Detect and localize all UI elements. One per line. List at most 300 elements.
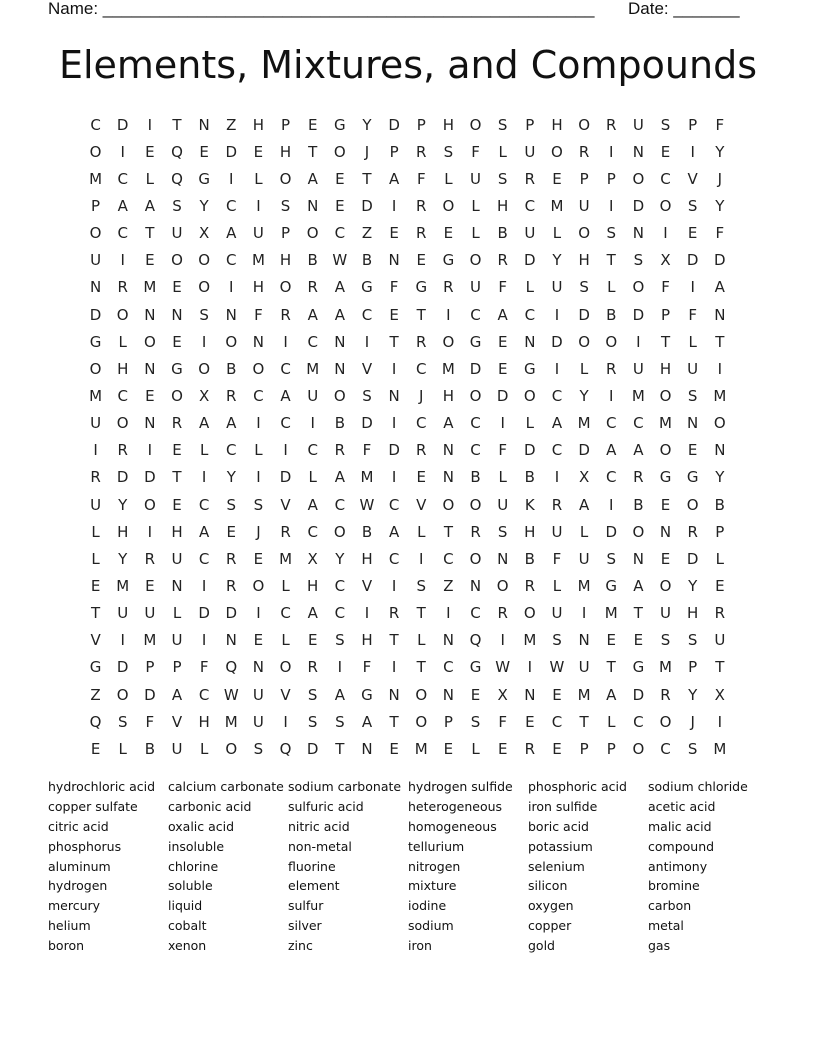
grid-letter: N bbox=[714, 305, 726, 324]
grid-letter: I bbox=[581, 604, 587, 623]
grid-letter: G bbox=[361, 278, 373, 297]
grid-letter: C bbox=[253, 386, 264, 405]
grid-letter: O bbox=[469, 115, 482, 134]
grid-letter: U bbox=[171, 739, 183, 758]
grid-letter: P bbox=[172, 658, 182, 677]
grid-letter: N bbox=[171, 576, 183, 595]
grid-letter: A bbox=[117, 196, 128, 215]
grid-letter: O bbox=[632, 522, 645, 541]
grid-letter: U bbox=[714, 631, 726, 650]
grid-letter: D bbox=[361, 196, 373, 215]
grid-letter: Y bbox=[552, 251, 562, 270]
grid-letter: R bbox=[606, 359, 617, 378]
grid-letter: P bbox=[145, 658, 155, 677]
grid-letter: Q bbox=[469, 631, 482, 650]
grid-letter: O bbox=[89, 359, 102, 378]
grid-letter: C bbox=[280, 604, 291, 623]
grid-letter: X bbox=[578, 468, 590, 487]
grid-letter: C bbox=[280, 414, 291, 433]
grid-letter: R bbox=[497, 251, 508, 270]
grid-letter: O bbox=[523, 386, 536, 405]
grid-letter: O bbox=[333, 522, 346, 541]
grid-letter: T bbox=[416, 604, 426, 623]
grid-letter: Y bbox=[199, 196, 209, 215]
grid-letter: E bbox=[199, 142, 209, 161]
grid-letter: W bbox=[332, 251, 348, 270]
grid-letter: I bbox=[554, 468, 560, 487]
grid-letter: G bbox=[524, 359, 536, 378]
grid-letter: C bbox=[117, 169, 128, 188]
grid-letter: L bbox=[471, 224, 480, 243]
word-list-item: oxalic acid bbox=[168, 818, 235, 834]
grid-letter: Y bbox=[715, 468, 725, 487]
grid-letter: L bbox=[579, 359, 589, 378]
grid-letter: M bbox=[251, 251, 265, 270]
grid-letter: L bbox=[552, 224, 562, 243]
grid-letter: D bbox=[632, 685, 645, 704]
grid-letter: D bbox=[524, 441, 536, 460]
grid-letter: S bbox=[307, 685, 318, 704]
grid-letter: O bbox=[469, 386, 482, 405]
grid-letter: R bbox=[334, 441, 346, 460]
grid-letter: U bbox=[307, 386, 319, 405]
grid-letter: Y bbox=[715, 142, 725, 161]
grid-letter: R bbox=[280, 522, 291, 541]
grid-letter: M bbox=[659, 414, 672, 433]
grid-letter: C bbox=[416, 414, 427, 433]
grid-letter: P bbox=[579, 169, 589, 188]
grid-letter: F bbox=[552, 549, 562, 568]
grid-letter: D bbox=[551, 332, 563, 351]
grid-letter: E bbox=[253, 142, 264, 161]
grid-letter: E bbox=[145, 386, 155, 405]
grid-letter: O bbox=[442, 495, 455, 514]
grid-letter: A bbox=[307, 305, 318, 324]
grid-letter: E bbox=[470, 685, 481, 704]
grid-letter: I bbox=[419, 549, 424, 568]
grid-letter: G bbox=[415, 278, 428, 297]
grid-letter: O bbox=[442, 332, 455, 351]
grid-letter: A bbox=[578, 495, 590, 514]
grid-letter: H bbox=[307, 576, 319, 595]
grid-letter: C bbox=[388, 495, 400, 514]
grid-letter: R bbox=[633, 468, 644, 487]
grid-letter: C bbox=[226, 196, 237, 215]
grid-letter: O bbox=[713, 414, 726, 433]
grid-letter: I bbox=[391, 414, 397, 433]
grid-letter: C bbox=[307, 522, 318, 541]
word-list-item: sodium bbox=[408, 918, 454, 934]
word-list-item: citric acid bbox=[48, 818, 109, 834]
grid-letter: I bbox=[201, 576, 207, 595]
grid-letter: U bbox=[470, 169, 482, 188]
grid-letter: D bbox=[388, 441, 400, 460]
grid-letter: P bbox=[688, 658, 698, 677]
grid-letter: B bbox=[361, 522, 373, 541]
grid-letter: C bbox=[470, 414, 481, 433]
grid-letter: Z bbox=[443, 576, 454, 595]
grid-letter: N bbox=[334, 359, 346, 378]
grid-letter: L bbox=[417, 631, 426, 650]
grid-letter: G bbox=[632, 658, 645, 677]
word-list-item: sodium chloride bbox=[648, 779, 748, 794]
grid-letter: C bbox=[198, 549, 210, 568]
grid-letter: Q bbox=[171, 142, 183, 161]
grid-letter: U bbox=[171, 224, 183, 243]
grid-letter: O bbox=[252, 359, 265, 378]
grid-letter: L bbox=[254, 441, 263, 460]
word-list-item: tellurium bbox=[408, 838, 465, 854]
grid-letter: D bbox=[469, 359, 482, 378]
grid-letter: P bbox=[281, 224, 291, 243]
word-list-item: heterogeneous bbox=[408, 798, 503, 814]
grid-letter: C bbox=[660, 169, 671, 188]
grid-letter: F bbox=[715, 115, 725, 134]
grid-letter: F bbox=[498, 278, 507, 297]
grid-letter: P bbox=[715, 522, 725, 541]
grid-letter: T bbox=[145, 224, 155, 243]
grid-letter: G bbox=[659, 468, 672, 487]
grid-letter: I bbox=[446, 604, 451, 623]
name-field-label: Name: ____________________________________________________ bbox=[48, 0, 595, 18]
grid-letter: P bbox=[606, 169, 616, 188]
grid-letter: U bbox=[171, 631, 183, 650]
grid-letter: M bbox=[224, 712, 238, 731]
grid-letter: Q bbox=[279, 739, 292, 758]
grid-letter: S bbox=[172, 196, 182, 215]
grid-letter: Y bbox=[335, 549, 345, 568]
grid-letter: C bbox=[443, 658, 454, 677]
grid-letter: A bbox=[497, 305, 508, 324]
grid-letter: A bbox=[334, 468, 345, 487]
grid-letter: P bbox=[661, 305, 671, 324]
word-list-item: oxygen bbox=[528, 898, 574, 914]
grid-letter: C bbox=[226, 251, 237, 270]
grid-letter: U bbox=[252, 685, 264, 704]
grid-letter: L bbox=[525, 278, 534, 297]
grid-letter: S bbox=[660, 115, 671, 134]
grid-letter: C bbox=[551, 386, 563, 405]
grid-letter: R bbox=[280, 305, 291, 324]
grid-letter: C bbox=[334, 576, 346, 595]
grid-letter: Y bbox=[715, 196, 725, 215]
grid-letter: N bbox=[632, 142, 644, 161]
grid-letter: M bbox=[604, 604, 618, 623]
word-list-item: cobalt bbox=[168, 918, 207, 934]
word-list-item: zinc bbox=[288, 938, 313, 954]
word-list-item: non-metal bbox=[288, 838, 352, 854]
grid-letter: D bbox=[198, 604, 210, 623]
grid-letter: W bbox=[223, 685, 239, 704]
grid-letter: S bbox=[606, 224, 616, 243]
grid-letter: P bbox=[91, 196, 101, 215]
letter-grid bbox=[82, 111, 733, 762]
grid-letter: P bbox=[416, 115, 426, 134]
grid-letter: B bbox=[307, 251, 318, 270]
grid-letter: I bbox=[201, 332, 207, 351]
word-list-item: iodine bbox=[408, 898, 447, 914]
word-list-item: silver bbox=[288, 918, 322, 934]
grid-letter: U bbox=[632, 115, 644, 134]
grid-letter: I bbox=[391, 658, 397, 677]
grid-letter: E bbox=[253, 549, 264, 568]
grid-letter: I bbox=[256, 414, 261, 433]
grid-letter: M bbox=[659, 658, 672, 677]
grid-letter: N bbox=[225, 631, 237, 650]
grid-letter: O bbox=[143, 495, 156, 514]
grid-letter: U bbox=[171, 549, 183, 568]
grid-letter: A bbox=[388, 169, 400, 188]
grid-letter: H bbox=[171, 522, 183, 541]
grid-letter: R bbox=[416, 196, 427, 215]
grid-letter: N bbox=[632, 224, 644, 243]
grid-letter: N bbox=[524, 685, 536, 704]
word-list-item: fluorine bbox=[288, 858, 336, 874]
grid-letter: R bbox=[524, 576, 536, 595]
grid-letter: D bbox=[89, 305, 102, 324]
grid-letter: F bbox=[688, 305, 697, 324]
grid-letter: D bbox=[306, 739, 319, 758]
grid-letter: E bbox=[497, 739, 508, 758]
grid-letter: O bbox=[659, 712, 672, 731]
grid-letter: D bbox=[361, 414, 373, 433]
grid-letter: D bbox=[578, 305, 590, 324]
grid-letter: F bbox=[362, 441, 372, 460]
grid-letter: C bbox=[470, 604, 481, 623]
grid-letter: V bbox=[416, 495, 427, 514]
grid-letter: U bbox=[578, 196, 590, 215]
grid-letter: V bbox=[90, 631, 101, 650]
grid-letter: C bbox=[551, 441, 563, 460]
grid-letter: N bbox=[225, 305, 237, 324]
grid-letter: O bbox=[686, 495, 699, 514]
grid-letter: F bbox=[498, 712, 507, 731]
grid-letter: S bbox=[199, 305, 209, 324]
grid-letter: N bbox=[144, 414, 156, 433]
grid-letter: D bbox=[116, 468, 129, 487]
grid-letter: E bbox=[389, 305, 399, 324]
word-list-item: compound bbox=[648, 838, 715, 854]
grid-letter: N bbox=[442, 468, 455, 487]
word-list-item: soluble bbox=[168, 878, 213, 894]
grid-letter: O bbox=[333, 386, 346, 405]
grid-letter: M bbox=[713, 386, 727, 405]
grid-letter: N bbox=[198, 115, 210, 134]
grid-letter: E bbox=[226, 522, 237, 541]
grid-letter: D bbox=[632, 196, 645, 215]
grid-letter: D bbox=[116, 115, 129, 134]
grid-letter: F bbox=[661, 278, 670, 297]
grid-letter: C bbox=[416, 359, 427, 378]
grid-letter: C bbox=[334, 604, 346, 623]
grid-letter: I bbox=[229, 169, 234, 188]
grid-letter: I bbox=[391, 468, 397, 487]
grid-letter: E bbox=[335, 196, 345, 215]
grid-letter: A bbox=[633, 441, 644, 460]
grid-letter: L bbox=[417, 522, 426, 541]
grid-letter: D bbox=[578, 441, 590, 460]
word-list-item: liquid bbox=[168, 898, 203, 914]
grid-letter: G bbox=[361, 685, 373, 704]
word-list-item: insoluble bbox=[168, 838, 225, 854]
grid-letter: A bbox=[443, 414, 454, 433]
grid-letter: A bbox=[307, 495, 318, 514]
grid-letter: R bbox=[144, 549, 156, 568]
grid-letter: N bbox=[388, 386, 400, 405]
grid-letter: A bbox=[361, 712, 373, 731]
grid-letter: C bbox=[117, 224, 128, 243]
grid-letter: E bbox=[416, 251, 426, 270]
grid-letter: I bbox=[609, 142, 614, 161]
grid-letter: H bbox=[442, 386, 455, 405]
grid-letter: C bbox=[226, 441, 237, 460]
grid-letter: N bbox=[469, 576, 482, 595]
grid-letter: M bbox=[89, 169, 103, 188]
grid-letter: S bbox=[497, 522, 508, 541]
grid-letter: M bbox=[631, 386, 645, 405]
grid-letter: A bbox=[551, 414, 563, 433]
grid-letter: T bbox=[172, 115, 182, 134]
grid-letter: U bbox=[551, 604, 563, 623]
date-field-label: Date: _______ bbox=[628, 0, 740, 18]
grid-letter: L bbox=[118, 739, 127, 758]
grid-letter: N bbox=[144, 305, 156, 324]
grid-letter: M bbox=[577, 576, 591, 595]
grid-letter: N bbox=[578, 631, 590, 650]
grid-letter: O bbox=[89, 224, 102, 243]
grid-letter: O bbox=[469, 495, 482, 514]
grid-letter: O bbox=[415, 685, 428, 704]
grid-letter: T bbox=[172, 468, 182, 487]
grid-letter: T bbox=[90, 604, 101, 623]
grid-letter: J bbox=[364, 142, 370, 161]
grid-letter: U bbox=[252, 712, 264, 731]
grid-letter: I bbox=[391, 196, 397, 215]
grid-letter: B bbox=[633, 495, 644, 514]
grid-letter: S bbox=[253, 739, 264, 758]
grid-letter: S bbox=[660, 631, 671, 650]
grid-letter: A bbox=[144, 196, 155, 215]
grid-letter: C bbox=[660, 739, 671, 758]
grid-letter: E bbox=[660, 495, 671, 514]
page-title: Elements, Mixtures, and Compounds bbox=[58, 43, 758, 87]
grid-letter: R bbox=[307, 278, 318, 297]
grid-letter: P bbox=[525, 115, 535, 134]
grid-letter: I bbox=[690, 278, 695, 297]
word-list-item: sulfur bbox=[288, 898, 324, 914]
grid-letter: G bbox=[469, 658, 482, 677]
grid-letter: N bbox=[659, 522, 672, 541]
grid-letter: R bbox=[90, 468, 101, 487]
grid-letter: C bbox=[606, 468, 617, 487]
grid-letter: T bbox=[715, 658, 725, 677]
grid-letter: M bbox=[360, 468, 374, 487]
grid-letter: A bbox=[606, 441, 617, 460]
grid-letter: E bbox=[687, 441, 698, 460]
grid-letter: O bbox=[496, 576, 509, 595]
grid-letter: N bbox=[524, 332, 536, 351]
header-line bbox=[48, 0, 748, 20]
grid-letter: E bbox=[172, 495, 182, 514]
grid-letter: I bbox=[391, 576, 397, 595]
word-list-item: phosphoric acid bbox=[528, 779, 627, 794]
grid-letter: C bbox=[117, 386, 128, 405]
grid-letter: U bbox=[632, 359, 644, 378]
grid-letter: S bbox=[606, 549, 616, 568]
grid-letter: U bbox=[497, 495, 509, 514]
grid-letter: O bbox=[198, 359, 211, 378]
grid-letter: S bbox=[253, 495, 264, 514]
grid-letter: I bbox=[636, 332, 641, 351]
grid-letter: O bbox=[605, 332, 618, 351]
word-list-item: nitrogen bbox=[408, 858, 461, 874]
grid-letter: S bbox=[633, 251, 644, 270]
grid-letter: A bbox=[226, 414, 237, 433]
grid-letter: T bbox=[416, 658, 426, 677]
grid-letter: R bbox=[524, 739, 536, 758]
grid-letter: G bbox=[89, 332, 102, 351]
grid-letter: E bbox=[687, 224, 698, 243]
grid-letter: L bbox=[91, 549, 100, 568]
grid-letter: I bbox=[283, 441, 288, 460]
grid-letter: U bbox=[90, 251, 102, 270]
grid-letter: X bbox=[198, 386, 210, 405]
grid-letter: I bbox=[500, 631, 505, 650]
grid-letter: M bbox=[414, 739, 428, 758]
grid-letter: E bbox=[307, 115, 318, 134]
grid-letter: L bbox=[444, 169, 453, 188]
grid-letter: D bbox=[605, 522, 618, 541]
grid-letter: E bbox=[525, 712, 535, 731]
grid-letter: G bbox=[171, 359, 183, 378]
grid-letter: M bbox=[143, 278, 157, 297]
grid-letter: O bbox=[578, 332, 590, 351]
grid-letter: R bbox=[443, 278, 454, 297]
grid-letter: Y bbox=[362, 115, 372, 134]
grid-letter: B bbox=[144, 739, 155, 758]
grid-letter: F bbox=[362, 658, 372, 677]
grid-letter: C bbox=[524, 196, 536, 215]
grid-letter: T bbox=[606, 251, 616, 270]
grid-letter: Q bbox=[89, 712, 102, 731]
grid-letter: I bbox=[256, 196, 261, 215]
grid-letter: H bbox=[117, 522, 129, 541]
grid-letter: T bbox=[308, 142, 318, 161]
grid-letter: N bbox=[442, 631, 455, 650]
grid-letter: X bbox=[307, 549, 318, 568]
grid-letter: A bbox=[714, 278, 725, 297]
grid-letter: V bbox=[171, 712, 183, 731]
grid-letter: Y bbox=[688, 685, 698, 704]
grid-letter: L bbox=[525, 414, 534, 433]
grid-letter: N bbox=[687, 414, 699, 433]
grid-letter: C bbox=[307, 441, 318, 460]
grid-letter: R bbox=[117, 278, 128, 297]
word-list-item: hydrochloric acid bbox=[48, 779, 156, 794]
grid-letter: H bbox=[524, 522, 536, 541]
grid-letter: N bbox=[632, 549, 644, 568]
grid-letter: R bbox=[226, 576, 237, 595]
grid-letter: E bbox=[172, 278, 182, 297]
grid-letter: K bbox=[524, 495, 535, 514]
grid-letter: E bbox=[389, 739, 399, 758]
grid-letter: C bbox=[524, 305, 536, 324]
word-list-item: hydrogen sulfide bbox=[408, 779, 513, 794]
grid-letter: V bbox=[280, 685, 291, 704]
grid-letter: H bbox=[252, 278, 265, 297]
grid-letter: G bbox=[469, 332, 482, 351]
grid-letter: H bbox=[551, 115, 563, 134]
